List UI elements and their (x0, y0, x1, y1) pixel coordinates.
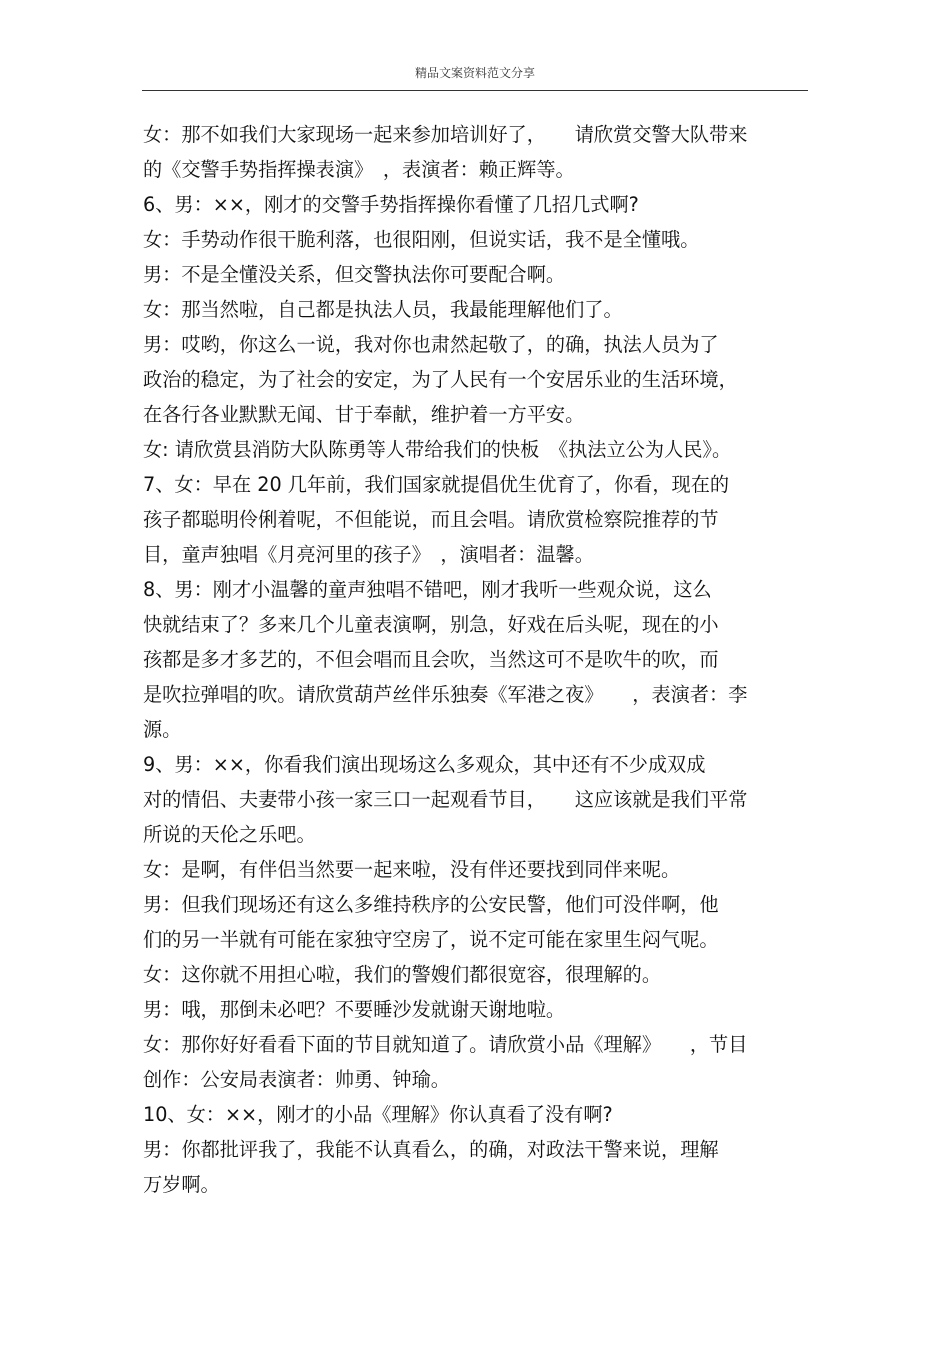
text-line: 女：那不如我们大家现场一起来参加培训好了， 请欣赏交警大队带来 (143, 123, 748, 146)
text-line: 政治的稳定，为了社会的安定，为了人民有一个安居乐业的生活环境， (143, 368, 738, 391)
text-line: 10、女：××，刚才的小品《理解》你认真看了没有啊? (143, 1103, 613, 1126)
text-line: 7、女：早在 20 几年前，我们国家就提倡优生优育了，你看，现在的 (143, 473, 730, 496)
text-line: 孩子都聪明伶俐着呢，不但能说，而且会唱。请欣赏检察院推荐的节 (143, 508, 719, 531)
text-line: 万岁啊。 (143, 1173, 220, 1196)
text-line: 是吹拉弹唱的吹。请欣赏葫芦丝伴乐独奏《军港之夜》 ，表演者：李 (143, 683, 748, 706)
text-line: 8、男：刚才小温馨的童声独唱不错吧，刚才我听一些观众说，这么 (143, 578, 712, 601)
text-line: 男：不是全懂没关系，但交警执法你可要配合啊。 (143, 263, 566, 286)
text-line: 女：这你就不用担心啦，我们的警嫂们都很宽容，很理解的。 (143, 963, 662, 986)
text-line: 目，童声独唱《月亮河里的孩子》 ，演唱者：温馨。 (143, 543, 594, 566)
text-line: 6、男：××，刚才的交警手势指挥操你看懂了几招几式啊? (143, 193, 639, 216)
text-line: 源。 (143, 718, 182, 741)
header-divider (142, 90, 808, 91)
text-line: 创作：公安局表演者：帅勇、钟瑜。 (143, 1068, 450, 1091)
text-line: 9、男：××，你看我们演出现场这么多观众，其中还有不少成双成 (143, 753, 706, 776)
text-line: 对的情侣、夫妻带小孩一家三口一起观看节目， 这应该就是我们平常 (143, 788, 748, 811)
text-line: 女：那当然啦，自己都是执法人员，我最能理解他们了。 (143, 298, 623, 321)
text-line: 快就结束了？多来几个儿童表演啊，别急，好戏在后头呢，现在的小 (143, 613, 719, 636)
text-line: 男：哎哟，你这么一说，我对你也肃然起敬了，的确，执法人员为了 (143, 333, 719, 356)
text-line: 孩都是多才多艺的，不但会唱而且会吹，当然这可不是吹牛的吹，而 (143, 648, 719, 671)
text-line: 的《交警手势指挥操表演》 ，表演者：赖正辉等。 (143, 158, 575, 181)
page-header: 精品文案资料范文分享 (414, 66, 535, 80)
text-line: 所说的天伦之乐吧。 (143, 823, 316, 846)
text-line: 女：那你好好看看下面的节目就知道了。请欣赏小品《理解》 ，节目 (143, 1033, 748, 1056)
text-line: 们的另一半就有可能在家独守空房了，说不定可能在家里生闷气呢。 (143, 928, 719, 951)
text-line: 在各行各业默默无闻、甘于奉献，维护着一方平安。 (143, 403, 585, 426)
text-line: 男：哦，那倒未必吧？不要睡沙发就谢天谢地啦。 (143, 998, 566, 1021)
text-line: 女：手势动作很干脆利落，也很阳刚，但说实话，我不是全懂哦。 (143, 228, 700, 251)
text-line: 女: 请欣赏县消防大队陈勇等人带给我们的快板 《执法立公为人民》。 (143, 438, 732, 461)
text-line: 男：但我们现场还有这么多维持秩序的公安民警，他们可没伴啊，他 (143, 893, 719, 916)
text-line: 男：你都批评我了，我能不认真看么，的确，对政法干警来说，理解 (143, 1138, 719, 1161)
text-line: 女：是啊，有伴侣当然要一起来啦，没有伴还要找到同伴来呢。 (143, 858, 681, 881)
